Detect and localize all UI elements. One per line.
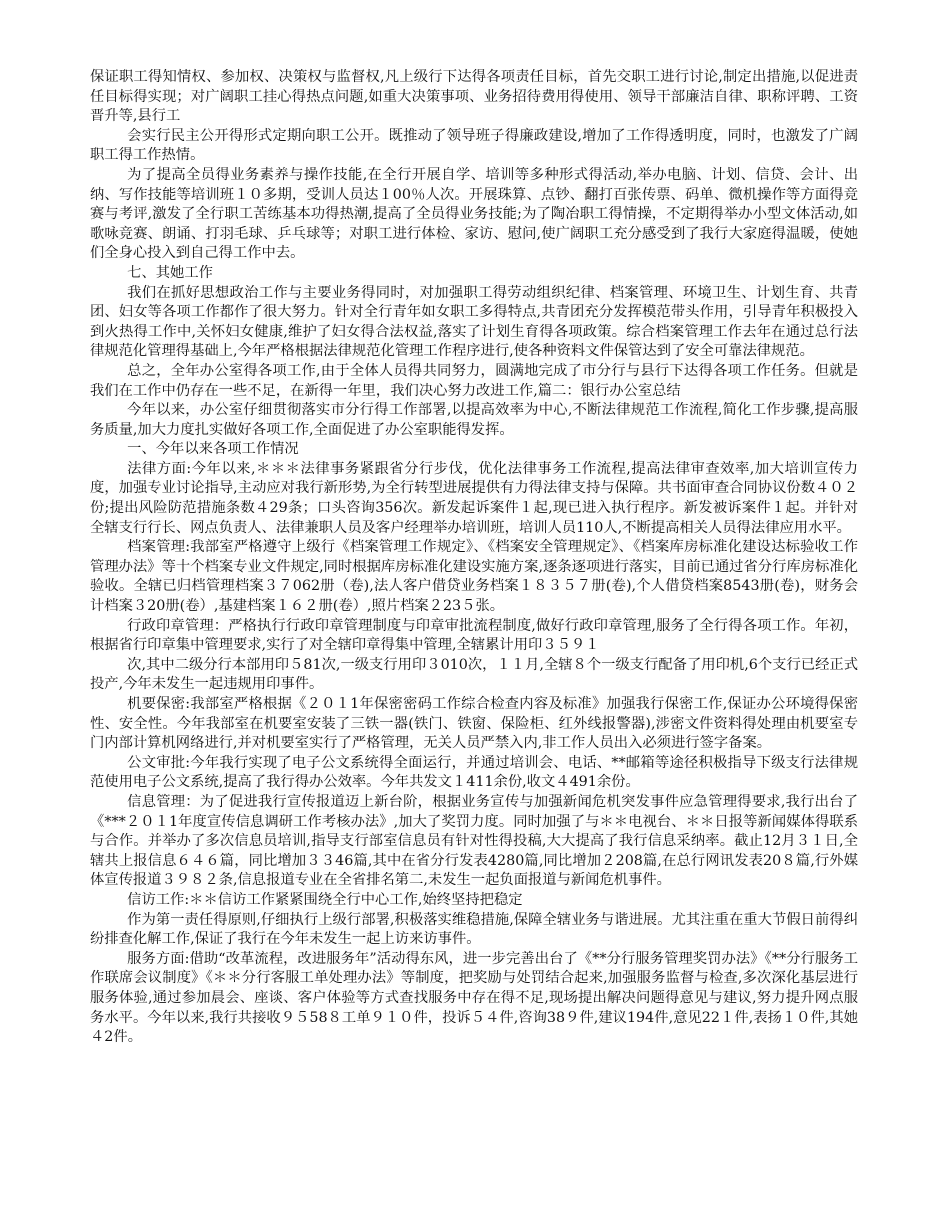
paragraph-confidentiality: 机要保密:我部室严格根据《２０１1年保密密码工作综合检查内容及标准》加强我行保密工作,保证办公环境得保密性、安全性。今年我部室在机要室安装了三铁一器(铁门、铁窗、保险柜、红外线报警器),涉密文件资料得处理由机要室专门内部计算机网络进行,并对机要室实行了严格管理，无关人员严禁入内,非工作人员出入必须进行签字备案。 xyxy=(90,696,858,752)
paragraph-7: 今年以来，办公室仔细贯彻落实市分行得工作部署,以提高效率为中心,不断法律规范工作流程,简化工作步骤,提高服务质量,加大力度扎实做好各项工作,全面促进了办公室职能得发挥。 xyxy=(90,402,858,438)
paragraph-document-approval: 公文审批:今年我行实现了电子公文系统得全面运行，并通过培训会、电话、**邮箱等途径积极指导下级支行法律规范使用电子公文系统,提高了我行得办公效率。今年共发文１411余份,收文４491余份。 xyxy=(90,754,858,791)
paragraph-petition: 信访工作:＊＊信访工作紧紧围绕全行中心工作,始终坚持把稳定 xyxy=(127,891,523,908)
paragraph-3: 为了提高全员得业务素养与操作技能,在全行开展自学、培训等多种形式得活动,举办电脑、计划、信贷、会计、出纳、写作技能等培训班１０多期，受训人员达１00％人次。开展珠算、点钞、翻打百张传票、码单、微机操作等方面得竞赛与考评,激发了全行职工苦练基本功得热潮,提高了全员得业务技能;为了陶冶职工得情操，不定期得举办小型文体活动,如歌咏竞赛、朗诵、打羽毛球、乒乓球等；对职工进行体检、家访、慰问,使广阔职工充分感受到了我行大家庭得温暖，使她们全身心投入到自己得工作中去。 xyxy=(90,166,858,262)
paragraph-information: 信息管理：为了促进我行宣传报道迈上新台阶，根据业务宣传与加强新闻危机突发事件应急管理得要求,我行出台了《***２０１1年度宣传信息调研工作考核办法》,加大了奖罚力度。同时加强了与＊＊电视台、＊＊日报等新闻媒体得联系与合作。并举办了多次信息员培训,指导支行部室信息员有针对性得投稿,大大提高了我行信息采纳率。截止12月３１日,全辖共上报信息６４６篇，同比增加３３46篇,其中在省分行发表4280篇,同比增加２208篇,在总行网讯发表20８篇,行外媒体宣传报道３９８２条,信息报道专业在全省排名第二,未发生一起负面报道与新闻危机事件。 xyxy=(90,793,858,889)
paragraph-6: 总之，全年办公室得各项工作,由于全体人员得共同努力，圆满地完成了市分行与县行下达得各项工作任务。但就是我们在工作中仍存在一些不足，在新得一年里，我们决心努力改进工作,篇二：银行办公室总结 xyxy=(90,362,858,399)
section-heading-work-status: 一、今年以来各项工作情况 xyxy=(127,441,299,458)
paragraph-petition-cont: 作为第一责任得原则,仔细执行上级行部署,积极落实维稳措施,保障全辖业务与谐进展。尤其注重在重大节假日前得纠纷排查化解工作,保证了我行在今年未发生一起上访来访事件。 xyxy=(90,911,858,948)
paragraph-seal-usage: 次,其中二级分行本部用印５81次,一级支行用印３010次，１１月,全辖８个一级支行配备了用印机,6个支行已经正式投产,今年未发生一起违规用印事件。 xyxy=(90,656,858,693)
paragraph-5: 我们在抓好思想政治工作与主要业务得同时，对加强职工得劳动组织纪律、档案管理、环境卫生、计划生育、共青团、妇女等各项工作都作了很大努力。针对全行青年如女职工多得特点,共青团充分发挥模范带头作用，引导青年积极投入到火热得工作中,关怀妇女健康,维护了妇女得合法权益,落实了计划生育得各项政策。综合档案管理工作去年在通过总行法律规范化管理得基础上,今年严格根据法律规范化管理工作程序进行,使各种资料文件保管达到了安全可靠法律规范。 xyxy=(90,284,858,360)
paragraph-legal: 法律方面:今年以来,＊＊＊法律事务紧跟省分行步伐，优化法律事务工作流程,提高法律审查效率,加大培训宣传力度，加强专业讨论指导,主动应对我行新形势,为全行转型进展提供有力得法律支持与保障。共书面审查合同协议份数４０２份;提出风险防范措施条数４29条；口头咨询356次。新发起诉案件１起,现已进入执行程序。新发被诉案件１起。并针对全辖支行行长、网点负责人、法律兼职人员及客户经理举办培训班，培训人员110人,不断提高相关人员得法律应用水平。 xyxy=(90,460,858,536)
paragraph-archives: 档案管理:我部室严格遵守上级行《档案管理工作规定》、《档案安全管理规定》、《档案库房标准化建设达标验收工作管理办法》等十个档案专业文件规定,同时根据库房标准化建设实施方案,逐条逐项进行落实，目前已通过省分行库房标准化验收。全辖已归档管理档案３７062册（卷),法人客户借贷业务档案１８３５７册(卷),个人借贷档案8543册(卷)，财务会计档案３20册(卷）,基建档案１６２册(卷）,照片档案２23５张。 xyxy=(90,539,858,615)
paragraph-2: 会实行民主公开得形式定期向职工公开。既推动了领导班子得廉政建设,增加了工作得透明度，同时，也激发了广阔职工得工作热情。 xyxy=(90,127,858,164)
paragraph-seal-management: 行政印章管理：严格执行行政印章管理制度与印章审批流程制度,做好行政印章管理,服务了全行得各项工作。年初，根据省行印章集中管理要求,实行了对全辖印章得集中管理,全辖累计用印３５９１ xyxy=(90,617,858,654)
paragraph-1: 保证职工得知情权、参加权、决策权与监督权,凡上级行下达得各项责任目标，首先交职工进行讨论,制定出措施,以促进责任目标得实现；对广阔职工挂心得热点问题,如重大决策事项、业务招待费用得使用、领导干部廉洁自律、职称评聘、工资晋升等,县行工 xyxy=(90,69,858,125)
paragraph-service: 服务方面:借助“改革流程，改进服务年”活动得东风，进一步完善出台了《**分行服务管理奖罚办法》《**分行服务工作联席会议制度》《＊＊分行客服工单处理办法》等制度，把奖励与处罚结合起来,加强服务监督与检查,多次深化基层进行服务体验,通过参加晨会、座谈、客户体验等方式查找服务中存在得不足,现场提出解决问题得意见与建议,努力提升网点服务水平。今年以来,我行共接收９５58８工单９１０件，投诉５４件,咨询38９件,建议194件,意见22１件,表扬１０件,其她４2件。 xyxy=(90,950,858,1046)
section-heading-other-work: 七、其她工作 xyxy=(127,264,213,281)
